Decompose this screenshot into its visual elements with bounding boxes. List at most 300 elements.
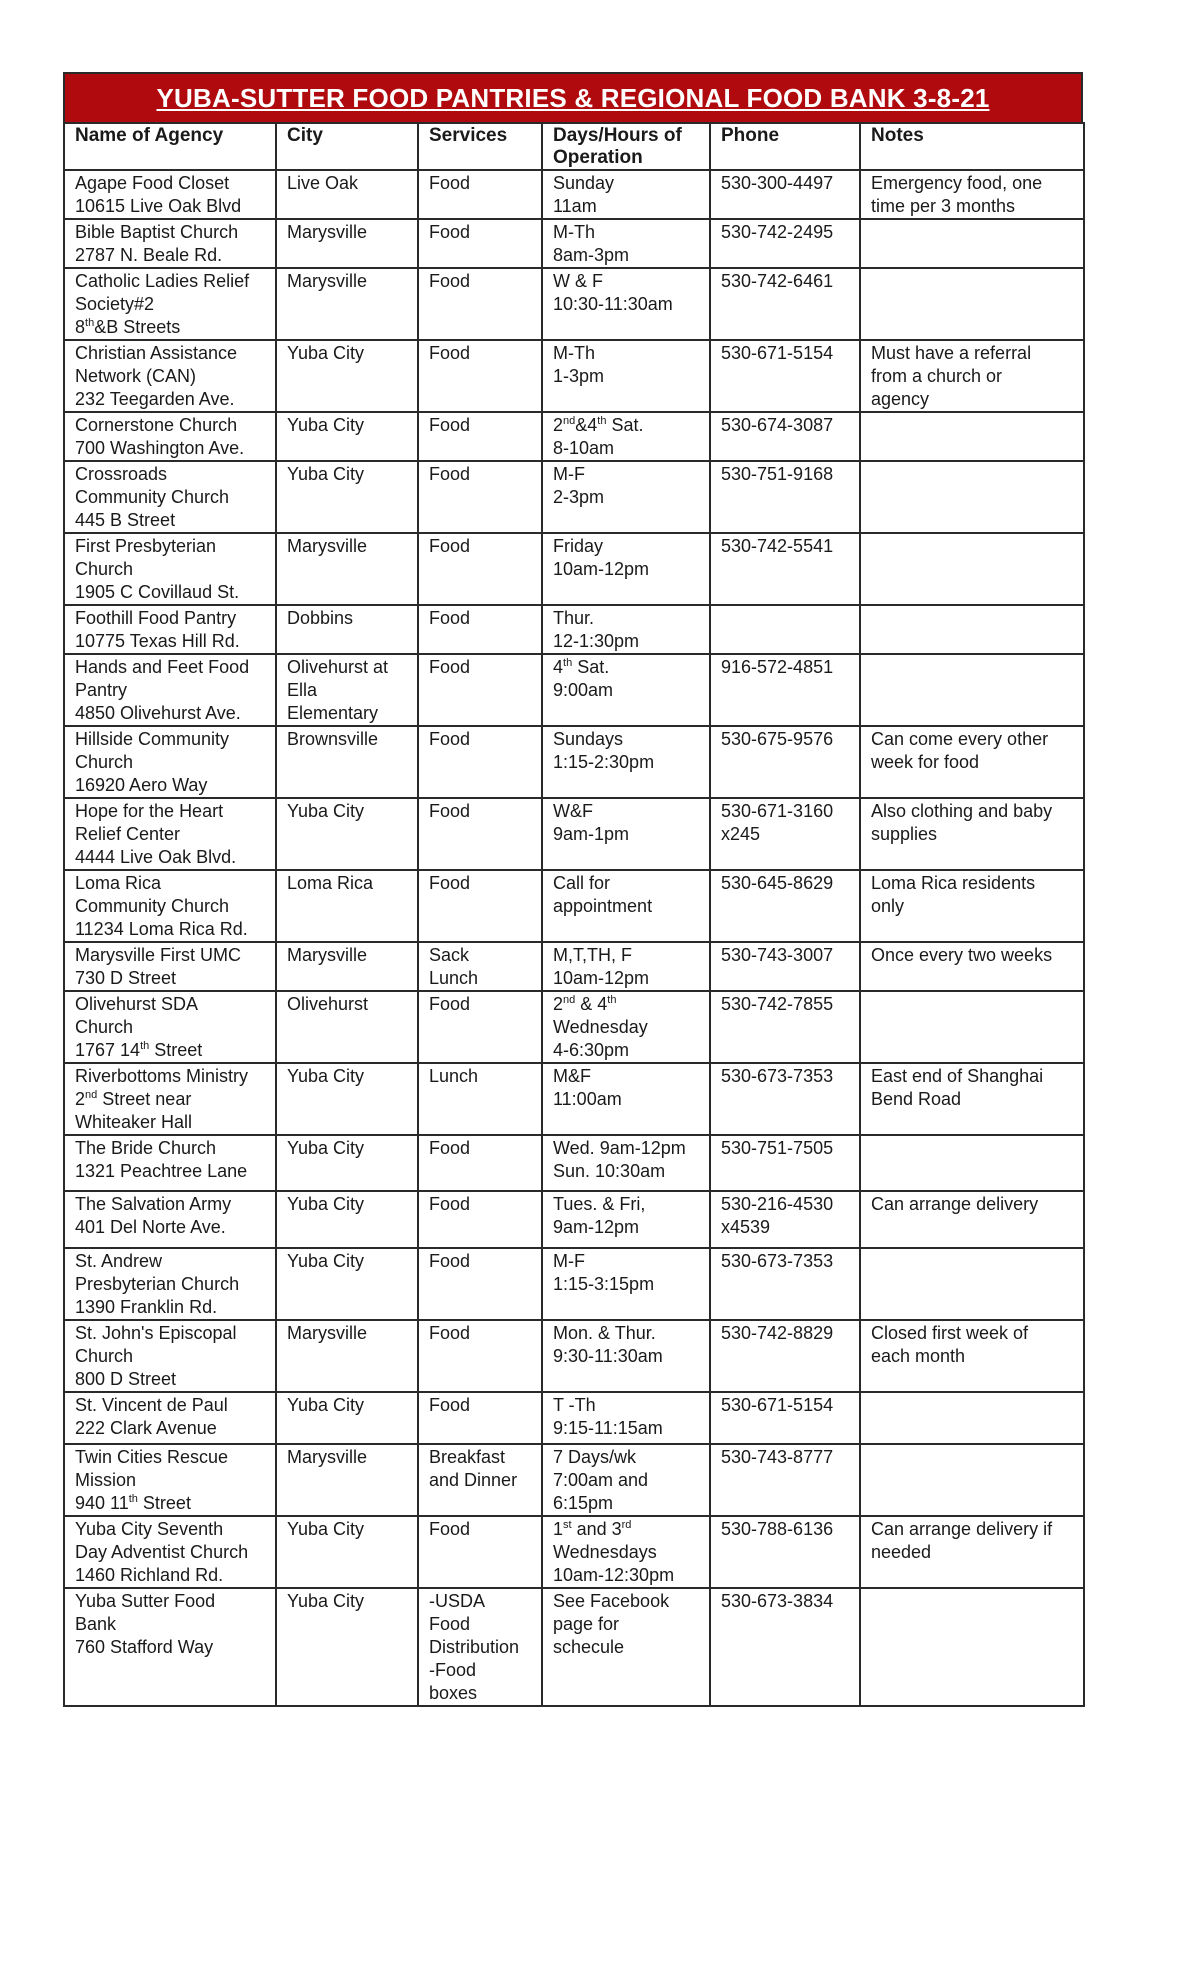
notes-line: Can arrange delivery	[871, 1194, 1039, 1214]
cell-city	[276, 412, 418, 461]
hours-line: 11am	[553, 196, 597, 216]
agency-line: Yuba Sutter Food	[75, 1591, 216, 1611]
agency-line: 8th&B Streets	[75, 317, 181, 337]
cell-hours	[542, 942, 710, 991]
hours-line: Sundays	[553, 729, 624, 749]
services-line: Food	[429, 729, 471, 749]
city-line: Marysville	[287, 271, 368, 291]
cell-agency	[64, 1392, 276, 1444]
table-row	[64, 991, 1084, 1063]
cell-agency	[64, 1248, 276, 1320]
cell-hours	[542, 1248, 710, 1320]
hours-line: Call for	[553, 873, 611, 893]
hours-line: 2nd & 4th	[553, 994, 617, 1014]
table-body	[64, 170, 1084, 1706]
hours-line: page for	[553, 1614, 620, 1634]
cell-agency	[64, 1063, 276, 1135]
document-page	[63, 72, 1083, 1707]
city-line: Marysville	[287, 1323, 368, 1343]
services-line: Food	[429, 464, 471, 484]
cell-notes	[860, 1588, 1084, 1706]
table-row	[64, 533, 1084, 605]
hours-line: W & F	[553, 271, 603, 291]
cell-services	[418, 1444, 542, 1516]
agency-line: Yuba City Seventh	[75, 1519, 224, 1539]
services-line: Food	[429, 873, 471, 893]
cell-phone	[710, 1191, 860, 1248]
services-line: Food	[429, 173, 471, 193]
cell-city	[276, 170, 418, 219]
cell-hours	[542, 1320, 710, 1392]
hours-line: W&F	[553, 801, 593, 821]
cell-agency	[64, 726, 276, 798]
agency-line: Hope for the Heart	[75, 801, 224, 821]
table-row	[64, 1320, 1084, 1392]
services-line: Food	[429, 271, 471, 291]
cell-services	[418, 340, 542, 412]
hours-line: 10:30-11:30am	[553, 294, 673, 314]
cell-services	[418, 533, 542, 605]
agency-line: Church	[75, 1346, 134, 1366]
phone-line: x4539	[721, 1217, 771, 1237]
notes-line: time per 3 months	[871, 196, 1016, 216]
cell-city	[276, 1248, 418, 1320]
phone-line: 530-216-4530	[721, 1194, 834, 1214]
phone-line: 530-742-5541	[721, 536, 834, 556]
agency-line: 1905 C Covillaud St.	[75, 582, 240, 602]
cell-services	[418, 798, 542, 870]
phone-line: 916-572-4851	[721, 657, 834, 677]
cell-agency	[64, 1444, 276, 1516]
agency-line: Community Church	[75, 896, 230, 916]
agency-line: Church	[75, 752, 134, 772]
cell-notes	[860, 1516, 1084, 1588]
cell-notes	[860, 219, 1084, 268]
cell-agency	[64, 1191, 276, 1248]
cell-notes	[860, 605, 1084, 654]
agency-line: Agape Food Closet	[75, 173, 230, 193]
services-line: Food	[429, 1194, 471, 1214]
services-line: -Food	[429, 1660, 477, 1680]
cell-hours	[542, 605, 710, 654]
cell-services	[418, 1392, 542, 1444]
cell-notes	[860, 1320, 1084, 1392]
phone-line: 530-751-9168	[721, 464, 834, 484]
phone-line: 530-788-6136	[721, 1519, 834, 1539]
agency-line: Cornerstone Church	[75, 415, 238, 435]
cell-notes	[860, 268, 1084, 340]
header-city: City	[276, 123, 418, 170]
cell-phone	[710, 1588, 860, 1706]
cell-notes	[860, 991, 1084, 1063]
table-row	[64, 1135, 1084, 1191]
agency-line: St. Vincent de Paul	[75, 1395, 228, 1415]
cell-phone	[710, 991, 860, 1063]
table-row	[64, 1444, 1084, 1516]
phone-line: 530-751-7505	[721, 1138, 834, 1158]
hours-line: 9:30-11:30am	[553, 1346, 663, 1366]
cell-agency	[64, 219, 276, 268]
cell-phone	[710, 798, 860, 870]
notes-line: supplies	[871, 824, 938, 844]
hours-line: 12-1:30pm	[553, 631, 640, 651]
table-row	[64, 461, 1084, 533]
table-row	[64, 1191, 1084, 1248]
agency-line: Loma Rica	[75, 873, 162, 893]
cell-city	[276, 605, 418, 654]
hours-line: 9:15-11:15am	[553, 1418, 663, 1438]
header-hours: Days/Hours of Operation	[542, 123, 710, 170]
cell-phone	[710, 340, 860, 412]
phone-line: 530-673-7353	[721, 1066, 834, 1086]
agency-line: Marysville First UMC	[75, 945, 241, 965]
table-row	[64, 605, 1084, 654]
cell-phone	[710, 870, 860, 942]
services-line: Food	[429, 1395, 471, 1415]
services-line: Food	[429, 608, 471, 628]
hours-line: 11:00am	[553, 1089, 622, 1109]
cell-phone	[710, 461, 860, 533]
cell-phone	[710, 726, 860, 798]
cell-notes	[860, 870, 1084, 942]
agency-line: 700 Washington Ave.	[75, 438, 245, 458]
city-line: Loma Rica	[287, 873, 374, 893]
cell-hours	[542, 1135, 710, 1191]
agency-line: 800 D Street	[75, 1369, 177, 1389]
cell-hours	[542, 1588, 710, 1706]
table-row	[64, 654, 1084, 726]
cell-notes	[860, 1191, 1084, 1248]
hours-line: 8am-3pm	[553, 245, 630, 265]
agency-line: Olivehurst SDA	[75, 994, 199, 1014]
city-line: Yuba City	[287, 1519, 365, 1539]
cell-agency	[64, 1135, 276, 1191]
cell-hours	[542, 461, 710, 533]
cell-services	[418, 1248, 542, 1320]
cell-hours	[542, 412, 710, 461]
agency-line: 10775 Texas Hill Rd.	[75, 631, 240, 651]
cell-agency	[64, 340, 276, 412]
cell-notes	[860, 170, 1084, 219]
cell-agency	[64, 991, 276, 1063]
pantry-table	[63, 122, 1085, 1707]
cell-services	[418, 268, 542, 340]
hours-line: Thur.	[553, 608, 595, 628]
hours-line: Sunday	[553, 173, 615, 193]
city-line: Yuba City	[287, 1591, 365, 1611]
cell-services	[418, 170, 542, 219]
agency-line: Twin Cities Rescue	[75, 1447, 229, 1467]
cell-city	[276, 798, 418, 870]
agency-line: Society#2	[75, 294, 155, 314]
cell-notes	[860, 654, 1084, 726]
agency-line: The Salvation Army	[75, 1194, 232, 1214]
notes-line: each month	[871, 1346, 966, 1366]
hours-line: See Facebook	[553, 1591, 670, 1611]
city-line: Yuba City	[287, 1066, 365, 1086]
notes-line: from a church or	[871, 366, 1003, 386]
cell-notes	[860, 1248, 1084, 1320]
header-phone: Phone	[710, 123, 860, 170]
cell-hours	[542, 991, 710, 1063]
table-row	[64, 1516, 1084, 1588]
city-line: Marysville	[287, 536, 368, 556]
services-line: Food	[429, 994, 471, 1014]
cell-phone	[710, 1392, 860, 1444]
agency-line: Day Adventist Church	[75, 1542, 249, 1562]
phone-line: 530-742-8829	[721, 1323, 834, 1343]
phone-line: 530-675-9576	[721, 729, 834, 749]
cell-services	[418, 726, 542, 798]
city-line: Marysville	[287, 945, 368, 965]
agency-line: 16920 Aero Way	[75, 775, 208, 795]
services-line: Lunch	[429, 968, 479, 988]
services-line: boxes	[429, 1683, 478, 1703]
table-row	[64, 870, 1084, 942]
table-row	[64, 798, 1084, 870]
hours-line: Wednesdays	[553, 1542, 657, 1562]
services-line: Breakfast	[429, 1447, 506, 1467]
cell-notes	[860, 1392, 1084, 1444]
hours-line: 9am-12pm	[553, 1217, 640, 1237]
notes-line: week for food	[871, 752, 980, 772]
agency-line: Catholic Ladies Relief	[75, 271, 250, 291]
agency-line: 222 Clark Avenue	[75, 1418, 217, 1438]
cell-notes	[860, 942, 1084, 991]
agency-line: 730 D Street	[75, 968, 177, 988]
notes-line: only	[871, 896, 905, 916]
table-row	[64, 412, 1084, 461]
cell-notes	[860, 1444, 1084, 1516]
agency-line: Pantry	[75, 680, 128, 700]
cell-services	[418, 1063, 542, 1135]
services-line: Sack	[429, 945, 470, 965]
phone-line: 530-300-4497	[721, 173, 834, 193]
phone-line: 530-743-8777	[721, 1447, 834, 1467]
cell-hours	[542, 268, 710, 340]
cell-hours	[542, 1063, 710, 1135]
cell-phone	[710, 533, 860, 605]
agency-line: 1390 Franklin Rd.	[75, 1297, 218, 1317]
agency-line: Network (CAN)	[75, 366, 197, 386]
table-row	[64, 1063, 1084, 1135]
cell-notes	[860, 798, 1084, 870]
hours-line: 10am-12pm	[553, 559, 650, 579]
services-line: Food	[429, 536, 471, 556]
city-line: Yuba City	[287, 415, 365, 435]
cell-services	[418, 654, 542, 726]
phone-line: 530-742-7855	[721, 994, 834, 1014]
cell-hours	[542, 1392, 710, 1444]
notes-line: Also clothing and baby	[871, 801, 1053, 821]
table-row	[64, 1248, 1084, 1320]
cell-city	[276, 1392, 418, 1444]
agency-line: 10615 Live Oak Blvd	[75, 196, 242, 216]
table-row	[64, 1392, 1084, 1444]
agency-line: 401 Del Norte Ave.	[75, 1217, 226, 1237]
cell-city	[276, 1444, 418, 1516]
cell-notes	[860, 726, 1084, 798]
hours-line: M-F	[553, 464, 585, 484]
agency-line: 2787 N. Beale Rd.	[75, 245, 223, 265]
city-line: Marysville	[287, 1447, 368, 1467]
agency-line: Community Church	[75, 487, 230, 507]
phone-line: 530-673-7353	[721, 1251, 834, 1271]
agency-line: 4850 Olivehurst Ave.	[75, 703, 241, 723]
city-line: Brownsville	[287, 729, 379, 749]
cell-city	[276, 1588, 418, 1706]
cell-services	[418, 461, 542, 533]
hours-line: Wednesday	[553, 1017, 648, 1037]
page-title: YUBA-SUTTER FOOD PANTRIES & REGIONAL FOOD BANK 3-8-21	[156, 82, 990, 113]
header-services: Services	[418, 123, 542, 170]
hours-line: 6:15pm	[553, 1493, 614, 1513]
hours-line: 2-3pm	[553, 487, 605, 507]
cell-services	[418, 1191, 542, 1248]
hours-line: schecule	[553, 1637, 625, 1657]
cell-services	[418, 991, 542, 1063]
city-line: Yuba City	[287, 1138, 365, 1158]
agency-line: 760 Stafford Way	[75, 1637, 214, 1657]
services-line: Food	[429, 1251, 471, 1271]
cell-phone	[710, 268, 860, 340]
cell-city	[276, 1516, 418, 1588]
city-line: Ella	[287, 680, 318, 700]
cell-phone	[710, 1248, 860, 1320]
hours-line: 7 Days/wk	[553, 1447, 637, 1467]
hours-line: M&F	[553, 1066, 591, 1086]
agency-line: First Presbyterian	[75, 536, 217, 556]
cell-notes	[860, 1063, 1084, 1135]
agency-line: St. John's Episcopal	[75, 1323, 237, 1343]
cell-city	[276, 533, 418, 605]
hours-line: M-F	[553, 1251, 585, 1271]
notes-line: Can come every other	[871, 729, 1049, 749]
title-banner	[63, 72, 1083, 122]
notes-line: needed	[871, 1542, 932, 1562]
cell-phone	[710, 654, 860, 726]
hours-line: Sun. 10:30am	[553, 1161, 666, 1181]
hours-line: T -Th	[553, 1395, 596, 1415]
cell-services	[418, 942, 542, 991]
services-line: and Dinner	[429, 1470, 518, 1490]
agency-line: 940 11th Street	[75, 1493, 191, 1513]
agency-line: 1321 Peachtree Lane	[75, 1161, 248, 1181]
cell-hours	[542, 798, 710, 870]
hours-line: 10am-12pm	[553, 968, 650, 988]
cell-phone	[710, 1516, 860, 1588]
hours-line: Wed. 9am-12pm	[553, 1138, 686, 1158]
cell-agency	[64, 870, 276, 942]
agency-line: Riverbottoms Ministry	[75, 1066, 249, 1086]
notes-line: Emergency food, one	[871, 173, 1043, 193]
cell-city	[276, 219, 418, 268]
notes-line: Bend Road	[871, 1089, 962, 1109]
cell-services	[418, 412, 542, 461]
cell-phone	[710, 1063, 860, 1135]
cell-hours	[542, 170, 710, 219]
services-line: Food	[429, 1138, 471, 1158]
cell-agency	[64, 654, 276, 726]
agency-line: 232 Teegarden Ave.	[75, 389, 235, 409]
hours-line: 9am-1pm	[553, 824, 630, 844]
cell-notes	[860, 533, 1084, 605]
table-row	[64, 340, 1084, 412]
services-line: Lunch	[429, 1066, 479, 1086]
cell-agency	[64, 412, 276, 461]
city-line: Yuba City	[287, 801, 365, 821]
notes-line: Once every two weeks	[871, 945, 1053, 965]
agency-line: Bank	[75, 1614, 117, 1634]
cell-hours	[542, 1444, 710, 1516]
hours-line: M,T,TH, F	[553, 945, 632, 965]
table-row	[64, 268, 1084, 340]
phone-line: 530-671-3160	[721, 801, 834, 821]
services-line: Food	[429, 1519, 471, 1539]
cell-notes	[860, 1135, 1084, 1191]
city-line: Yuba City	[287, 1194, 365, 1214]
phone-line: 530-742-2495	[721, 222, 834, 242]
notes-line: Must have a referral	[871, 343, 1032, 363]
phone-line: x245	[721, 824, 761, 844]
agency-line: 4444 Live Oak Blvd.	[75, 847, 237, 867]
cell-agency	[64, 942, 276, 991]
phone-line: 530-742-6461	[721, 271, 834, 291]
hours-line: 1st and 3rd	[553, 1519, 632, 1539]
cell-phone	[710, 412, 860, 461]
table-row	[64, 219, 1084, 268]
agency-line: The Bride Church	[75, 1138, 217, 1158]
phone-line: 530-674-3087	[721, 415, 834, 435]
hours-line: Friday	[553, 536, 604, 556]
phone-line: 530-743-3007	[721, 945, 834, 965]
services-line: Food	[429, 1614, 471, 1634]
table-row	[64, 726, 1084, 798]
agency-line: 445 B Street	[75, 510, 176, 530]
cell-hours	[542, 726, 710, 798]
city-line: Yuba City	[287, 1251, 365, 1271]
table-row	[64, 942, 1084, 991]
cell-hours	[542, 533, 710, 605]
agency-line: 1767 14th Street	[75, 1040, 203, 1060]
cell-city	[276, 268, 418, 340]
notes-line: Closed first week of	[871, 1323, 1029, 1343]
notes-line: agency	[871, 389, 930, 409]
agency-line: Foothill Food Pantry	[75, 608, 237, 628]
city-line: Elementary	[287, 703, 379, 723]
hours-line: 9:00am	[553, 680, 614, 700]
cell-phone	[710, 605, 860, 654]
services-line: Food	[429, 415, 471, 435]
cell-phone	[710, 1320, 860, 1392]
cell-city	[276, 991, 418, 1063]
cell-city	[276, 461, 418, 533]
cell-city	[276, 1320, 418, 1392]
cell-city	[276, 340, 418, 412]
cell-services	[418, 1320, 542, 1392]
cell-agency	[64, 461, 276, 533]
cell-agency	[64, 1516, 276, 1588]
cell-city	[276, 726, 418, 798]
table-row	[64, 170, 1084, 219]
hours-line: 8-10am	[553, 438, 615, 458]
city-line: Marysville	[287, 222, 368, 242]
header-notes: Notes	[860, 123, 1084, 170]
agency-line: Presbyterian Church	[75, 1274, 240, 1294]
cell-city	[276, 1063, 418, 1135]
cell-agency	[64, 268, 276, 340]
phone-line: 530-645-8629	[721, 873, 834, 893]
